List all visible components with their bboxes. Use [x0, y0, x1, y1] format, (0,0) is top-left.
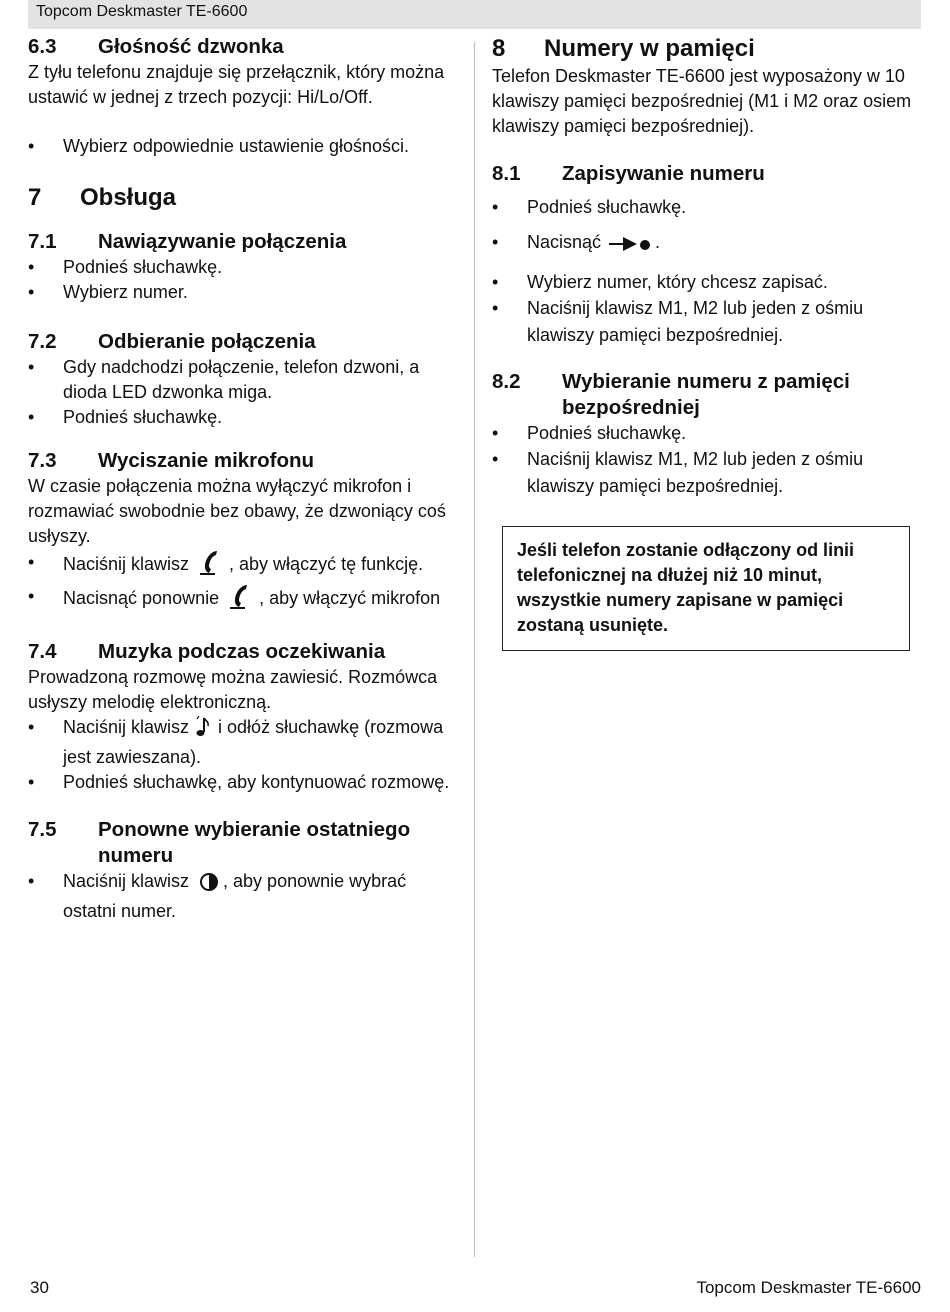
column-divider — [474, 42, 475, 1257]
list-item: • Podnieś słuchawkę, aby kontynuować rozmowę. — [28, 770, 458, 795]
item-text: , aby włączyć tę funkcję. — [229, 554, 424, 574]
section-number: 7.1 — [28, 230, 57, 253]
list-item — [28, 869, 458, 924]
section-title: Głośność dzwonka — [98, 35, 284, 58]
right-column — [492, 34, 917, 651]
section-8-text: Telefon Deskmaster TE-6600 jest wyposażony w 10 klawiszy pamięci bezpośredniej (M1 i M2 oraz osiem klawiszy pamięci bezpośredniej). — [492, 66, 912, 136]
section-7-1-heading — [28, 229, 458, 255]
section-number: 8 — [492, 35, 506, 62]
section-7-2-heading — [28, 329, 458, 355]
section-7-5-heading — [28, 817, 458, 869]
item-text: Naciśnij klawisz — [63, 717, 190, 737]
list-item: • Wybierz odpowiednie ustawienie głośności. — [28, 134, 458, 159]
section-title: Nawiązywanie połączenia — [98, 230, 347, 253]
section-6-3-heading — [28, 34, 458, 60]
section-number: 6.3 — [28, 35, 57, 58]
page-number: 30 — [30, 1278, 49, 1297]
section-title: Odbieranie połączenia — [98, 330, 316, 353]
page-header — [28, 0, 921, 29]
item-text: . — [655, 232, 661, 252]
item-text: i odłóż słuchawkę (rozmowa jest zawieszana). — [63, 717, 444, 767]
section-6-3-text: Z tyłu telefonu znajduje się przełącznik, który można ustawić w jednej z trzech pozycji: Hi/Lo/Off. — [28, 62, 445, 107]
list-item — [28, 583, 458, 617]
section-8-2-list — [492, 421, 917, 500]
list-item — [28, 715, 458, 770]
store-arrow-icon — [609, 235, 653, 260]
list-item: • Gdy nadchodzi połączenie, telefon dzwoni, a dioda LED dzwonka miga. — [28, 355, 458, 405]
item-text: Naciśnij klawisz — [63, 871, 190, 891]
section-7-1-list — [28, 255, 458, 305]
section-title: Wybieranie numeru z pamięci bezpośredniej — [562, 370, 850, 419]
list-item: • Podnieś słuchawkę. — [28, 405, 458, 430]
section-7-3-list — [28, 549, 458, 617]
section-title: Ponowne wybieranie ostatniego numeru — [98, 818, 411, 867]
section-7-2-list — [28, 355, 458, 430]
section-7-3-heading — [28, 448, 458, 474]
list-item: • Naciśnij klawisz M1, M2 lub jeden z ośmiu klawiszy pamięci bezpośredniej. — [492, 446, 917, 500]
section-8-heading — [492, 34, 917, 64]
music-note-icon — [193, 716, 211, 745]
mute-handset-icon — [197, 549, 227, 583]
section-7-4-text: Prowadzoną rozmowę można zawiesić. Rozmówca usłyszy melodię elektroniczną. — [28, 667, 438, 712]
footer-title: Topcom Deskmaster TE-6600 — [696, 1278, 921, 1297]
item-text: , aby włączyć mikrofon — [259, 588, 441, 608]
section-8-2-heading — [492, 369, 917, 421]
section-7-5-list — [28, 869, 458, 924]
section-7-4-list — [28, 715, 458, 795]
section-7-4-heading — [28, 639, 458, 665]
section-8-1-list — [492, 195, 917, 349]
item-text: Naciśnij klawisz — [63, 554, 190, 574]
header-title: Topcom Deskmaster TE-6600 — [36, 3, 248, 20]
item-text: Nacisnąć ponownie — [63, 588, 220, 608]
list-item: • Naciśnij klawisz M1, M2 lub jeden z ośmiu klawiszy pamięci bezpośredniej. — [492, 295, 917, 349]
redial-icon — [197, 872, 221, 899]
section-6-3-list — [28, 134, 458, 159]
section-title: Obsługa — [80, 184, 177, 211]
section-title: Muzyka podczas oczekiwania — [98, 640, 386, 663]
section-number: 7.5 — [28, 818, 57, 841]
list-item — [28, 549, 458, 583]
warning-note: Jeśli telefon zostanie odłączony od linii telefonicznej na dłużej niż 10 minut, wszystkie numery zapisane w pamięci zostaną usunięte. — [502, 526, 910, 651]
section-number: 7.2 — [28, 330, 57, 353]
section-title: Numery w pamięci — [544, 35, 755, 62]
item-text: Nacisnąć — [527, 232, 602, 252]
section-number: 7 — [28, 184, 42, 211]
section-number: 8.2 — [492, 370, 521, 393]
section-7-3-text: W czasie połączenia można wyłączyć mikrofon i rozmawiać swobodnie bez obawy, że dzwoniący coś usłyszy. — [28, 476, 446, 546]
section-7-heading — [28, 183, 458, 213]
item-text: , aby ponownie wybrać ostatni numer. — [63, 871, 407, 921]
section-number: 8.1 — [492, 162, 521, 185]
list-item: • Wybierz numer. — [28, 280, 458, 305]
list-item: • Podnieś słuchawkę. — [492, 421, 917, 446]
section-number: 7.3 — [28, 449, 57, 472]
list-item — [492, 230, 917, 260]
section-title: Wyciszanie mikrofonu — [98, 449, 315, 472]
section-number: 7.4 — [28, 640, 57, 663]
mute-handset-icon — [227, 583, 257, 617]
list-item: • Wybierz numer, który chcesz zapisać. — [492, 270, 917, 295]
left-column — [28, 34, 458, 924]
section-8-1-heading — [492, 161, 917, 187]
list-item: • Podnieś słuchawkę. — [28, 255, 458, 280]
list-item: • Podnieś słuchawkę. — [492, 195, 917, 220]
section-title: Zapisywanie numeru — [562, 162, 765, 185]
